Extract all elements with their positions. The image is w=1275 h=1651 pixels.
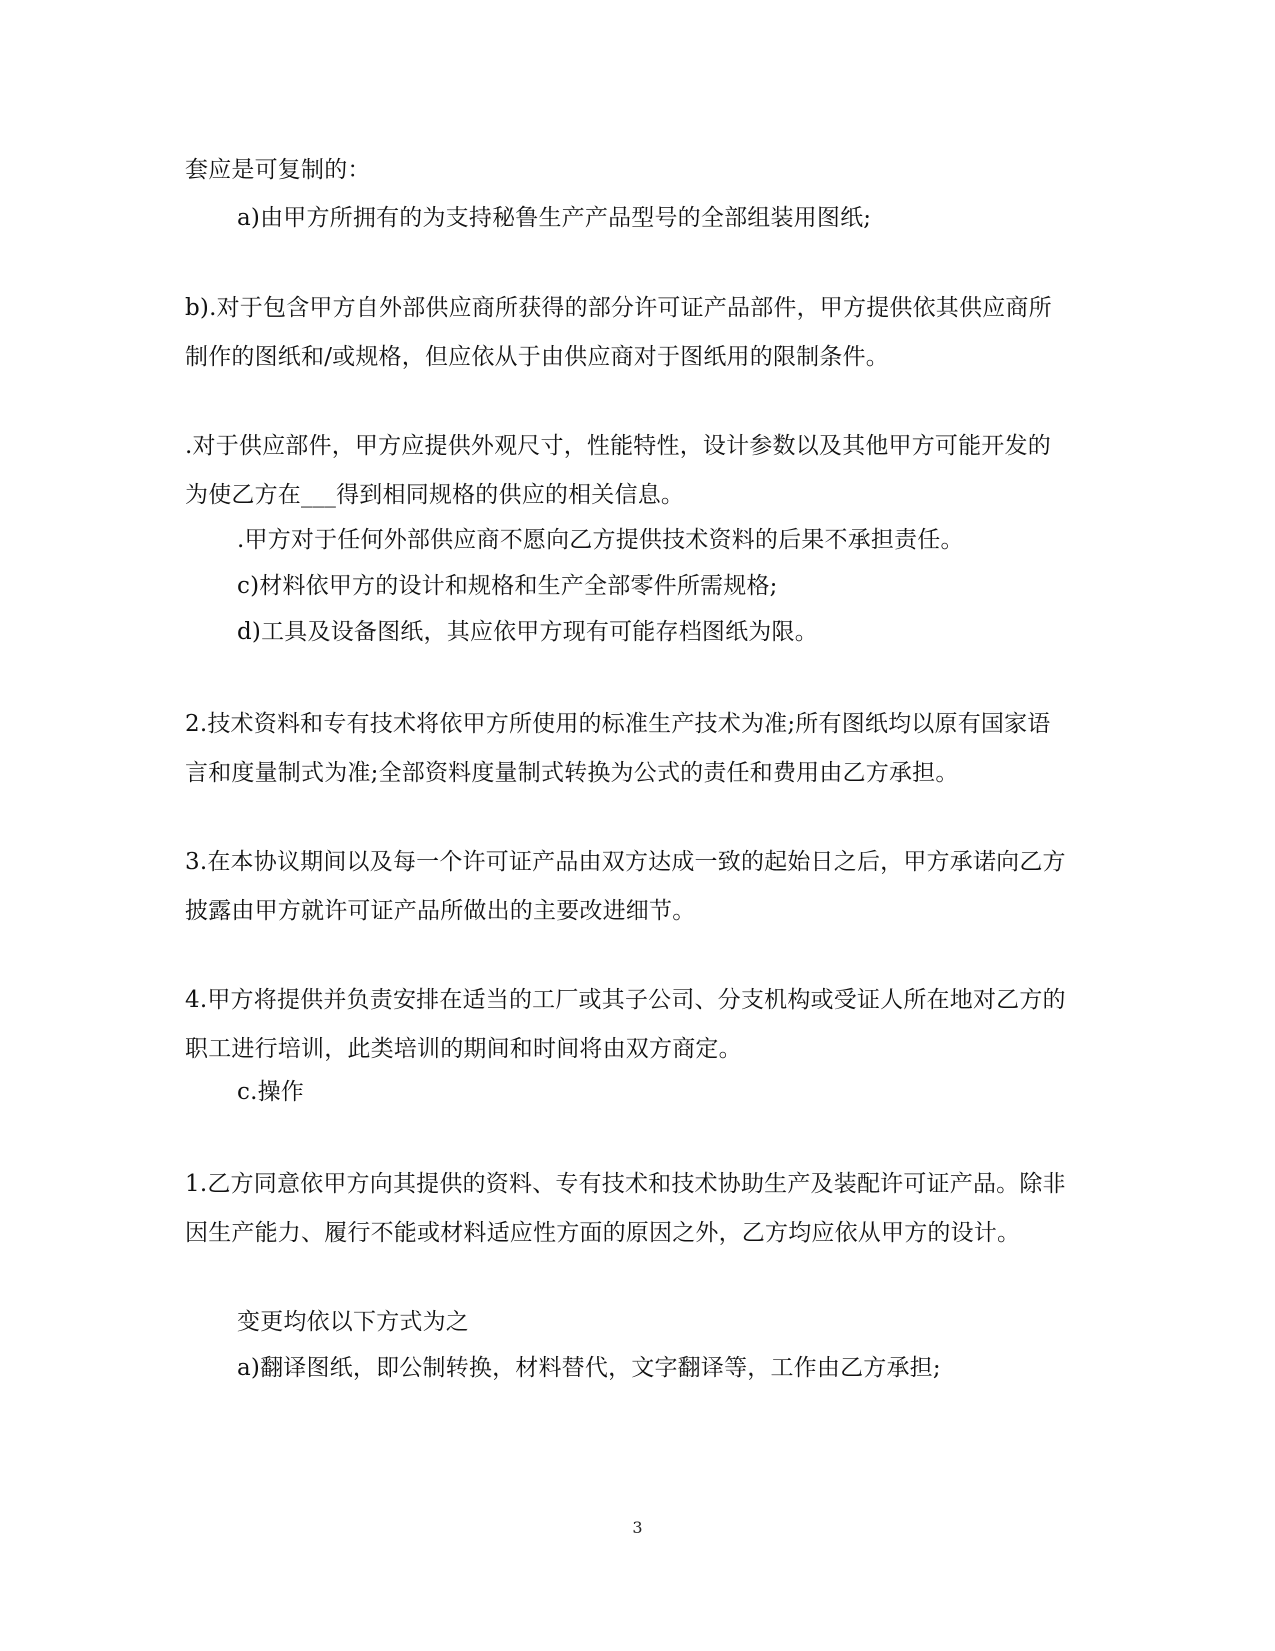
paragraph-clause-4: 4.甲方将提供并负责安排在适当的工厂或其子公司、分支机构或受证人所在地对乙方的职工进行培训，此类培训的期间和时间将由双方商定。 [185,987,1066,1062]
page-number: 3 [632,1518,643,1537]
paragraph-clause-3: 3.在本协议期间以及每一个许可证产品由双方达成一致的起始日之后，甲方承诺向乙方披露由甲方就许可证产品所做出的主要改进细节。 [185,849,1066,924]
paragraph-change-methods: 变更均依以下方式为之 [237,1309,469,1335]
section-heading-operation: c.操作 [237,1079,304,1105]
paragraph-clause-2: 2.技术资料和专有技术将依甲方所使用的标准生产技术为准;所有图纸均以原有国家语言和度量制式为准;全部资料度量制式转换为公式的责任和费用由乙方承担。 [185,711,1051,786]
paragraph-item-a: a)由甲方所拥有的为支持秘鲁生产产品型号的全部组装用图纸; [237,205,872,231]
paragraph-supply-parts: .对于供应部件，甲方应提供外观尺寸，性能特性，设计参数以及其他甲方可能开发的为使乙方在___得到相同规格的供应的相关信息。 [185,433,1051,508]
paragraph-item-d: d)工具及设备图纸，其应依甲方现有可能存档图纸为限。 [237,619,818,645]
paragraph-change-item-a: a)翻译图纸，即公制转换，材料替代，文字翻译等，工作由乙方承担; [237,1355,941,1381]
paragraph-no-liability: .甲方对于任何外部供应商不愿向乙方提供技术资料的后果不承担责任。 [237,527,964,553]
paragraph-continuation: 套应是可复制的： [185,157,371,183]
paragraph-item-c: c)材料依甲方的设计和规格和生产全部零件所需规格; [237,573,778,599]
paragraph-item-b: b).对于包含甲方自外部供应商所获得的部分许可证产品部件，甲方提供依其供应商所制作的图纸和/或规格，但应依从于由供应商对于图纸用的限制条件。 [185,295,1052,370]
paragraph-operation-1: 1.乙方同意依甲方向其提供的资料、专有技术和技术协助生产及装配许可证产品。除非因生产能力、履行不能或材料适应性方面的原因之外，乙方均应依从甲方的设计。 [185,1171,1066,1246]
